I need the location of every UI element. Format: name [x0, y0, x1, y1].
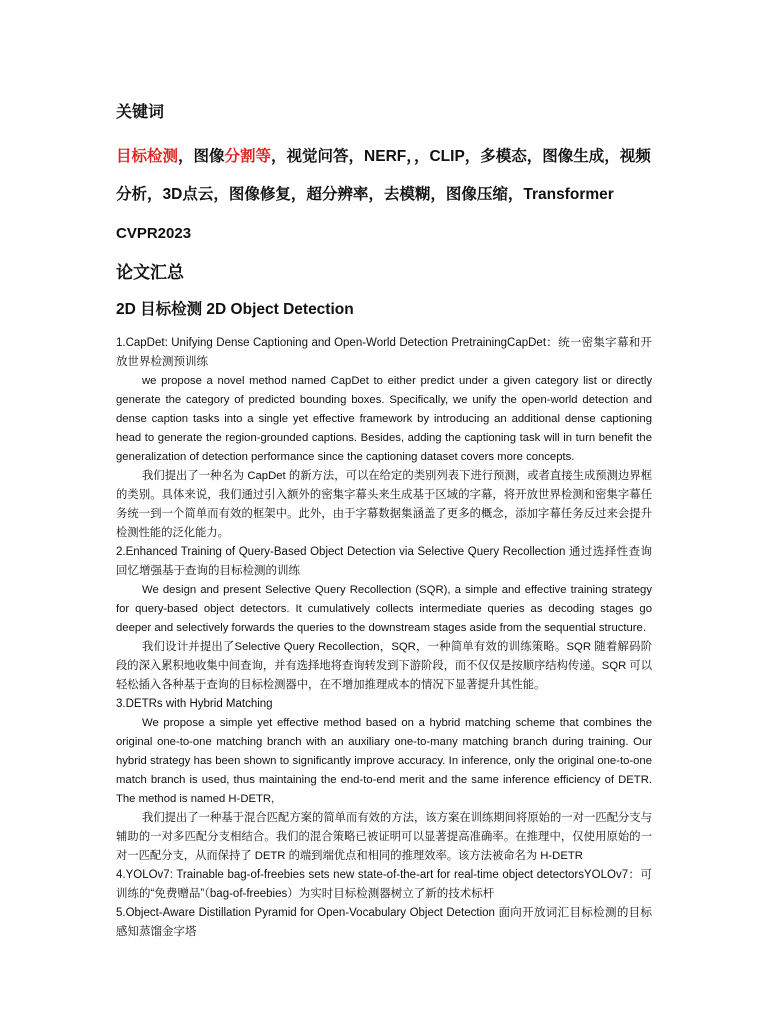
paper-item-4	[116, 866, 652, 904]
keywords-tagline	[116, 138, 652, 214]
paper-item-3	[116, 695, 652, 866]
paper-abstract-en: we propose a novel method named CapDet to either predict under a given category list or directly generate the category of predicted bounding boxes. Specifically, we unify the open-world detection and dense caption tasks into a single yet effective framework by introducing an additional dense captioning head to generate the region-grounded captions. Besides, adding the captioning task will in turn benefit the generalization of detection performance since the captioning dataset covers more concepts.	[116, 375, 652, 463]
paper-abstract-en: We design and present Selective Query Recollection (SQR), a simple and effective training strategy for query-based object detectors. It cumulatively collects intermediate queries as decoding stages go deeper and selectively forwards the queries to the downstream stages aside from the sequential structure.	[116, 584, 652, 634]
paper-title: 1.CapDet: Unifying Dense Captioning and Open-World Detection PretrainingCapDet：统一密集字幕和开放世界检测预训练	[116, 337, 652, 368]
paper-abstract-zh: 我们设计并提出了Selective Query Recollection，SQR，一种简单有效的训练策略。SQR 随着解码阶段的深入累积地收集中间查询，并有选择地将查询转发到下游阶段，而不仅仅是按顺序结构传递。SQR 可以轻松插入各种基于查询的目标检测器中，在不增加推理成本的情况下显著提升其性能。	[116, 641, 652, 691]
paper-abstract-zh: 我们提出了一种名为 CapDet 的新方法，可以在给定的类别列表下进行预测，或者直接生成预测边界框的类别。具体来说，我们通过引入额外的密集字幕头来生成基于区域的字幕，将开放世界检测和密集字幕任务统一到一个简单而有效的框架中。此外，由于字幕数据集涵盖了更多的概念，添加字幕任务反过来会提升检测性能的泛化能力。	[116, 470, 652, 539]
keyword-object-detection: 目标检测	[116, 148, 179, 165]
paper-item-1	[116, 334, 652, 543]
paper-item-2	[116, 543, 652, 695]
document-page	[116, 100, 652, 942]
keywords-heading: 关键词	[116, 104, 165, 121]
paper-title: 5.Object-Aware Distillation Pyramid for Open-Vocabulary Object Detection 面向开放词汇目标检测的目标感知蒸馏金字塔	[116, 907, 652, 938]
subsection-title: 2D 目标检测 2D Object Detection	[116, 301, 354, 318]
paper-title: 4.YOLOv7: Trainable bag-of-freebies sets new state-of-the-art for real-time object detectorsYOLOv7：可训练的“免费赠品”（bag-of-freebies）为实时目标检测器树立了新的技术标杆	[116, 869, 652, 900]
paper-title: 2.Enhanced Training of Query-Based Object Detection via Selective Query Recollection 通过选择性查询回忆增强基于查询的目标检测的训练	[116, 546, 652, 577]
paper-title: 3.DETRs with Hybrid Matching	[116, 698, 273, 710]
keyword-list-2: 图像修复，超分辨率，去模糊，图像压缩，Transformer	[228, 186, 614, 203]
keyword-image: ，图像	[178, 148, 225, 165]
section-title: 论文汇总	[116, 263, 184, 282]
keyword-segmentation: 分割等	[224, 148, 272, 165]
paper-abstract-zh: 我们提出了一种基于混合匹配方案的简单而有效的方法，该方案在训练期间将原始的一对一匹配分支与辅助的一对多匹配分支相结合。我们的混合策略已被证明可以显著提高准确率。在推理中，仅使用原始的一对一匹配分支，从而保持了 DETR 的端到端优点和相同的推理效率。该方法被命名为 H-DETR	[116, 812, 652, 862]
paper-item-5	[116, 904, 652, 942]
paper-abstract-en: We propose a simple yet effective method based on a hybrid matching scheme that combines the original one-to-one matching branch with an auxiliary one-to-many matching branch during training. Our hybrid strategy has been shown to significantly improve accuracy. In inference, only the original one-to-one match branch is used, thus maintaining the end-to-end merit and the same inference efficiency of DETR. The method is named H-DETR,	[116, 717, 652, 805]
venue-label: CVPR2023	[116, 225, 192, 242]
keyword-list: ，视觉问答，NERF，，CLIP，多模态，图像生成，视频分析，3D点云，	[116, 148, 651, 203]
